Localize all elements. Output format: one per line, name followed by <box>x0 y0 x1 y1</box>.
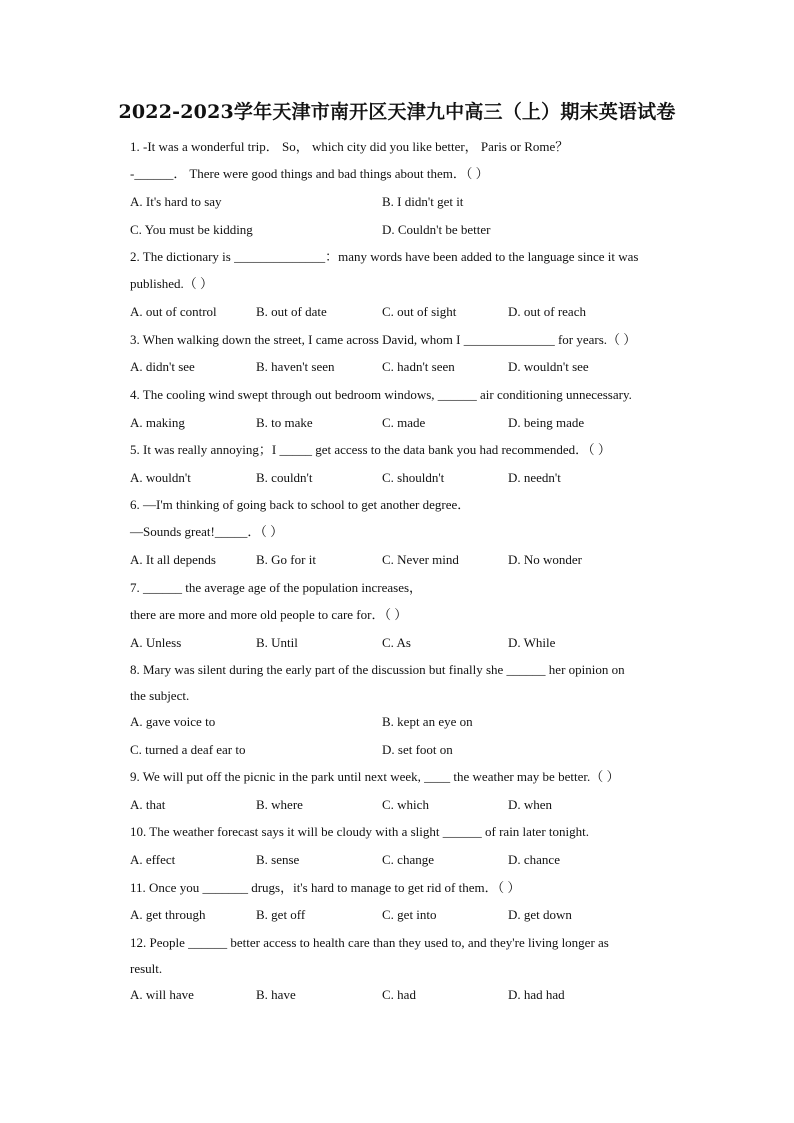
question-5-line-1: 5. It was really annoying；I _____ get access to the data bank you had recommended．（ ） <box>130 442 611 457</box>
question-3-line-1: 3. When walking down the street, I came across David, whom I ______________ for years.（ ） <box>130 332 637 347</box>
question-11-option-d: D. get down <box>508 907 572 922</box>
question-12-option-d: D. had had <box>508 987 565 1002</box>
question-4-option-d: D. being made <box>508 415 585 430</box>
question-11-option-a: A. get through <box>130 907 206 922</box>
question-2-option-d: D. out of reach <box>508 304 586 319</box>
question-3-option-d: D. wouldn't see <box>508 359 589 374</box>
question-8-option-a: A. gave voice to <box>130 714 216 729</box>
question-4-option-c: C. made <box>382 415 426 430</box>
question-7-option-c: C. As <box>382 635 411 650</box>
question-2-option-c: C. out of sight <box>382 304 457 319</box>
question-2-line-1: 2. The dictionary is ______________：many words have been added to the language since it was <box>130 249 639 264</box>
question-9-option-a: A. that <box>130 797 166 812</box>
question-9-option-b: B. where <box>256 797 303 812</box>
question-8-line-1: 8. Mary was silent during the early part of the discussion but finally she ______ her opinion on <box>130 662 625 677</box>
question-10-line-1: 10. The weather forecast says it will be cloudy with a slight ______ of rain later tonight. <box>130 824 589 839</box>
question-7-option-b: B. Until <box>256 635 298 650</box>
question-2-option-a: A. out of control <box>130 304 217 319</box>
question-12-option-b: B. have <box>256 987 296 1002</box>
question-6-option-b: B. Go for it <box>256 552 316 567</box>
question-4-option-a: A. making <box>130 415 185 430</box>
question-7-line-2: there are more and more old people to care for．（ ） <box>130 607 408 622</box>
question-2-option-b: B. out of date <box>256 304 327 319</box>
question-2-line-2: published.（ ） <box>130 276 214 291</box>
question-4-line-1: 4. The cooling wind swept through out bedroom windows, ______ air conditioning unnecessary. <box>130 387 632 402</box>
question-12-option-a: A. will have <box>130 987 194 1002</box>
question-3-option-a: A. didn't see <box>130 359 195 374</box>
question-11-option-c: C. get into <box>382 907 437 922</box>
question-1-option-b: B. I didn't get it <box>382 194 464 209</box>
question-6-option-d: D. No wonder <box>508 552 583 567</box>
question-7-line-1: 7. ______ the average age of the population increases， <box>130 580 423 595</box>
question-6-option-a: A. It all depends <box>130 552 216 567</box>
question-6-line-2: —Sounds great!_____．（ ） <box>130 524 284 539</box>
question-9-option-d: D. when <box>508 797 553 812</box>
question-10-option-b: B. sense <box>256 852 300 867</box>
question-5-option-b: B. couldn't <box>256 470 313 485</box>
question-5-option-d: D. needn't <box>508 470 561 485</box>
question-12-line-2: result. <box>130 961 163 976</box>
question-7-option-d: D. While <box>508 635 556 650</box>
question-1-option-a: A. It's hard to say <box>130 194 222 209</box>
question-1-option-d: D. Couldn't be better <box>382 222 491 237</box>
question-3-option-b: B. haven't seen <box>256 359 335 374</box>
question-10-option-d: D. chance <box>508 852 560 867</box>
question-7-option-a: A. Unless <box>130 635 182 650</box>
question-8-line-2: the subject. <box>130 688 190 703</box>
question-5-option-c: C. shouldn't <box>382 470 445 485</box>
question-9-option-c: C. which <box>382 797 429 812</box>
question-11-line-1: 11. Once you _______ drugs，it's hard to manage to get rid of them．（ ） <box>130 880 521 895</box>
question-1-line-2: -______． There were good things and bad things about them．（ ） <box>130 166 489 181</box>
question-1-line-1: 1. -It was a wonderful trip． So， which city did you like better， Paris or Rome？ <box>130 139 569 154</box>
question-6-line-1: 6. —I'm thinking of going back to school to get another degree． <box>130 497 471 512</box>
question-8-option-b: B. kept an eye on <box>382 714 473 729</box>
question-10-option-c: C. change <box>382 852 434 867</box>
question-3-option-c: C. hadn't seen <box>382 359 455 374</box>
question-4-option-b: B. to make <box>256 415 313 430</box>
page-title: 2022-2023学年天津市南开区天津九中高三（上）期末英语试卷 <box>118 101 676 123</box>
question-10-option-a: A. effect <box>130 852 176 867</box>
question-9-line-1: 9. We will put off the picnic in the park until next week, ____ the weather may be better.（ ） <box>130 769 620 784</box>
question-5-option-a: A. wouldn't <box>130 470 191 485</box>
question-12-option-c: C. had <box>382 987 416 1002</box>
question-12-line-1: 12. People ______ better access to health care than they used to, and they're living longer as <box>130 935 609 950</box>
question-8-option-d: D. set foot on <box>382 742 453 757</box>
question-6-option-c: C. Never mind <box>382 552 459 567</box>
question-8-option-c: C. turned a deaf ear to <box>130 742 246 757</box>
question-11-option-b: B. get off <box>256 907 306 922</box>
question-1-option-c: C. You must be kidding <box>130 222 253 237</box>
